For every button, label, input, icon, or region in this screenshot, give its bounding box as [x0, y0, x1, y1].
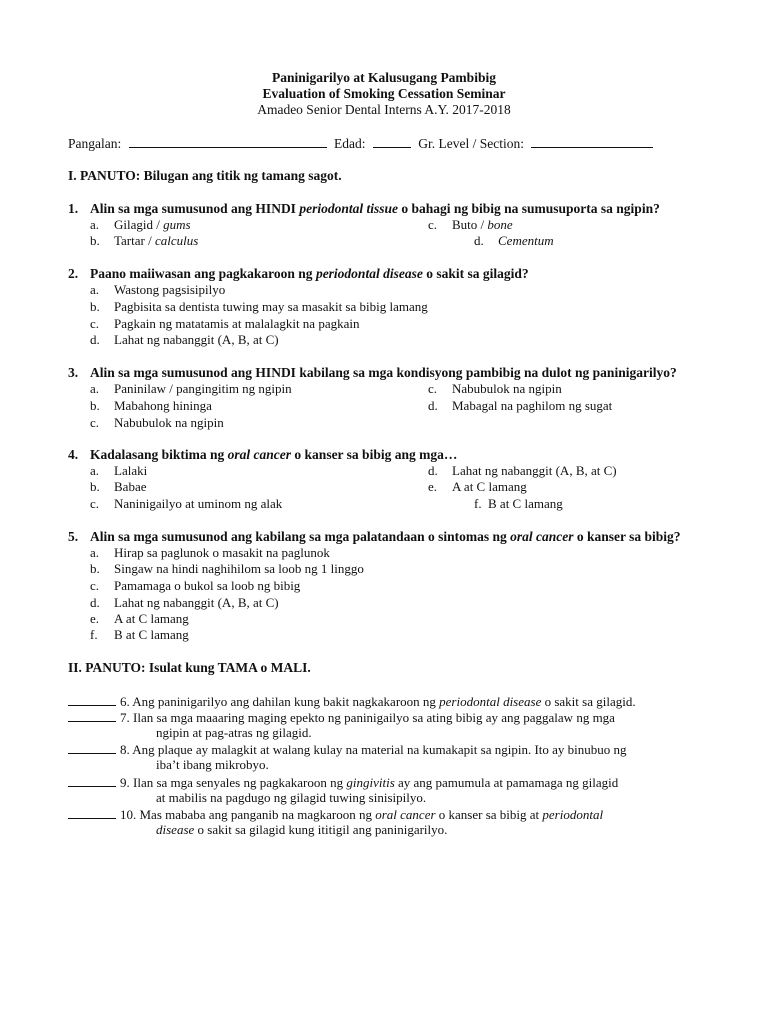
item-8: 8. Ang plaque ay malagkit at walang kulay na material na kumakapit sa ngipin. Ito ay binubuo ng [68, 741, 627, 758]
part2-instruction: II. PANUTO: Isulat kung TAMA o MALI. [68, 660, 311, 675]
name-label: Pangalan: [68, 136, 122, 151]
title-line-2: Evaluation of Smoking Cessation Seminar [262, 86, 506, 101]
q4-option-e[interactable]: e. A at C lamang [428, 479, 527, 494]
answer-blank-8[interactable] [68, 741, 116, 754]
question-3: 3. Alin sa mga sumusunod ang HINDI kabilang sa mga kondisyong pambibig na dulot ng paninigarilyo? [68, 365, 677, 380]
q2-option-c[interactable]: c. Pagkain ng matatamis at malalagkit na pagkain [90, 316, 360, 331]
part1-instruction: I. PANUTO: Bilugan ang titik ng tamang sagot. [68, 168, 342, 183]
q3-option-b[interactable]: b. Mabahong hininga [90, 398, 212, 413]
question-2: 2. Paano maiiwasan ang pagkakaroon ng periodontal disease o sakit sa gilagid? [68, 266, 529, 281]
q5-option-d[interactable]: d. Lahat ng nabanggit (A, B, at C) [90, 595, 279, 610]
item-6: 6. Ang paninigarilyo ang dahilan kung bakit nagkakaroon ng periodontal disease o sakit sa gilagid. [68, 693, 636, 710]
q1-option-d[interactable]: d. Cementum [474, 233, 554, 248]
q1-option-a[interactable]: a. Gilagid / gums [90, 217, 191, 232]
question-4: 4. Kadalasang biktima ng oral cancer o kanser sa bibig ang mga… [68, 447, 458, 462]
q3-option-a[interactable]: a. Paninilaw / pangingitim ng ngipin [90, 381, 292, 396]
name-field[interactable] [129, 135, 327, 148]
title-line-1: Paninigarilyo at Kalusugang Pambibig [272, 70, 496, 85]
item-9-line2: at mabilis na pagdugo ng gilagid tuwing sinisipilyo. [156, 790, 427, 805]
q4-option-a[interactable]: a. Lalaki [90, 463, 148, 478]
q4-option-d[interactable]: d. Lahat ng nabanggit (A, B, at C) [428, 463, 617, 478]
question-5: 5. Alin sa mga sumusunod ang kabilang sa mga palatandaan o sintomas ng oral cancer o kanser sa bibig? [68, 529, 681, 544]
q4-option-f[interactable]: f. B at C lamang [474, 496, 563, 511]
answer-blank-7[interactable] [68, 709, 116, 722]
age-label: Edad: [334, 136, 366, 151]
q5-option-a[interactable]: a. Hirap sa paglunok o masakit na paglunok [90, 545, 330, 560]
q3-option-c-left[interactable]: c. Nabubulok na ngipin [90, 415, 224, 430]
item-7-line2: ngipin at pag-atras ng gilagid. [156, 725, 312, 740]
item-8-line2: iba’t ibang mikrobyo. [156, 757, 269, 772]
item-7: 7. Ilan sa mga maaaring maging epekto ng paninigailyo sa ating bibig ay ang paggalaw ng mga [68, 709, 615, 726]
q2-option-d[interactable]: d. Lahat ng nabanggit (A, B, at C) [90, 332, 279, 347]
q5-option-e[interactable]: e. A at C lamang [90, 611, 189, 626]
q2-option-b[interactable]: b. Pagbisita sa dentista tuwing may sa masakit sa bibig lamang [90, 299, 428, 314]
q3-option-c[interactable]: c. Nabubulok na ngipin [428, 381, 562, 396]
q1-option-b[interactable]: b. Tartar / calculus [90, 233, 199, 248]
item-10: 10. Mas mababa ang panganib na magkaroon ng oral cancer o kanser sa bibig at periodontal [68, 806, 603, 823]
section-label: Gr. Level / Section: [418, 136, 524, 151]
answer-blank-9[interactable] [68, 774, 116, 787]
answer-blank-6[interactable] [68, 693, 116, 706]
q5-option-f[interactable]: f. B at C lamang [90, 627, 189, 642]
q1-option-c[interactable]: c. Buto / bone [428, 217, 513, 232]
q2-option-a[interactable]: a. Wastong pagsisipilyo [90, 282, 226, 297]
subtitle-line: Amadeo Senior Dental Interns A.Y. 2017-2018 [257, 102, 511, 117]
item-10-line2: disease o sakit sa gilagid kung ititigil ang paninigarilyo. [156, 822, 448, 837]
student-info-line [68, 135, 657, 152]
q5-option-c[interactable]: c. Pamamaga o bukol sa loob ng bibig [90, 578, 301, 593]
age-field[interactable] [373, 135, 411, 148]
answer-blank-10[interactable] [68, 806, 116, 819]
q4-option-c[interactable]: c. Naninigailyo at uminom ng alak [90, 496, 283, 511]
q5-option-b[interactable]: b. Singaw na hindi naghihilom sa loob ng 1 linggo [90, 561, 364, 576]
question-1: 1. Alin sa mga sumusunod ang HINDI periodontal tissue o bahagi ng bibig na sumusuporta sa ngipin? [68, 201, 660, 216]
item-9: 9. Ilan sa mga senyales ng pagkakaroon ng gingivitis ay ang pamumula at pamamaga ng gilagid [68, 774, 618, 791]
section-field[interactable] [531, 135, 653, 148]
q3-option-d[interactable]: d. Mabagal na paghilom ng sugat [428, 398, 613, 413]
q4-option-b[interactable]: b. Babae [90, 479, 147, 494]
